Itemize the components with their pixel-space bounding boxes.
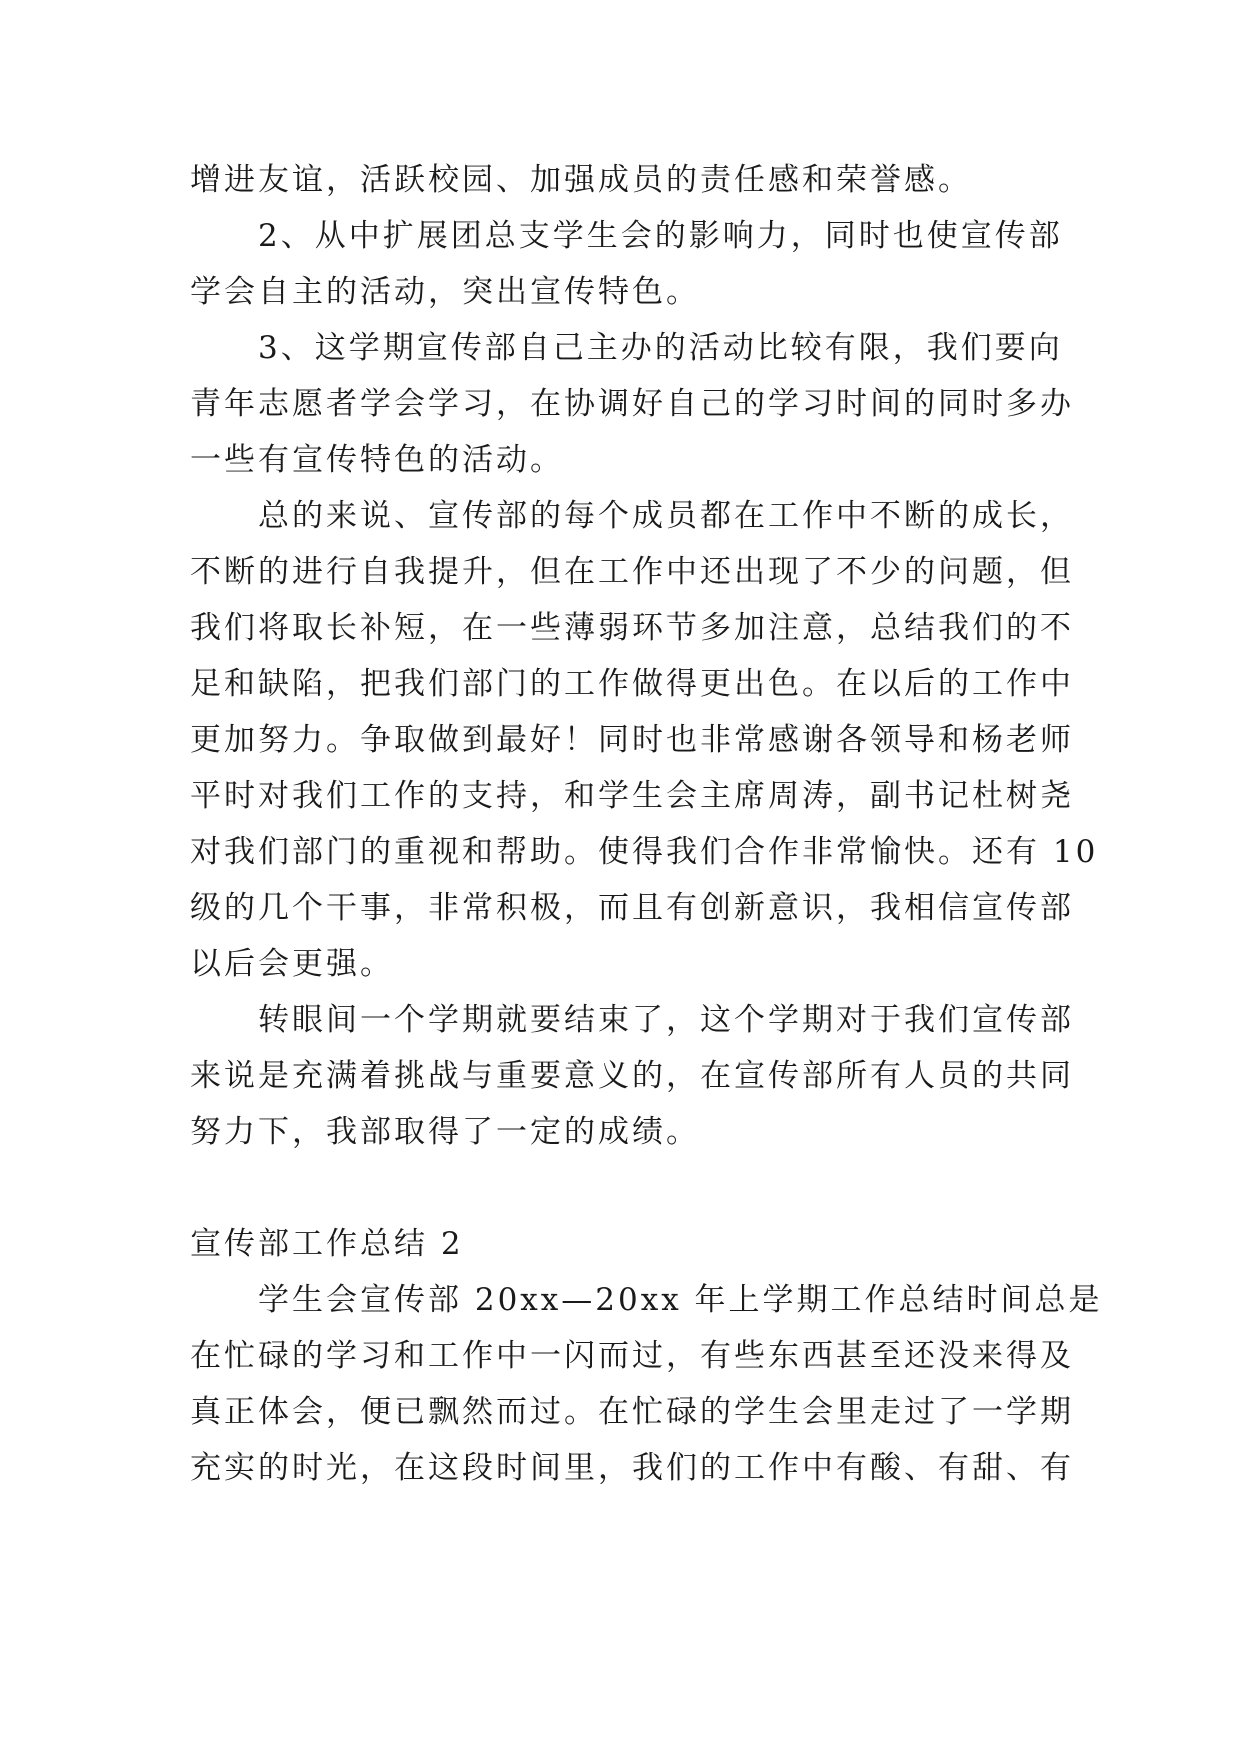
text-line: 3、这学期宣传部自己主办的活动比较有限，我们要向 xyxy=(190,330,1063,366)
text-line: 我们将取长补短，在一些薄弱环节多加注意，总结我们的不 xyxy=(190,610,1074,646)
text-line: 级的几个干事，非常积极，而且有创新意识，我相信宣传部 xyxy=(190,890,1074,926)
text-line: 充实的时光，在这段时间里，我们的工作中有酸、有甜、有 xyxy=(190,1450,1074,1486)
text-line: 不断的进行自我提升，但在工作中还出现了不少的问题，但 xyxy=(190,554,1074,590)
text-line: 平时对我们工作的支持，和学生会主席周涛，副书记杜树尧 xyxy=(190,778,1074,814)
text-line: 学会自主的活动，突出宣传特色。 xyxy=(190,274,700,310)
text-line: 以后会更强。 xyxy=(190,946,394,982)
paragraph-item-3 xyxy=(190,320,1074,488)
text-line: 一些有宣传特色的活动。 xyxy=(190,442,564,478)
text-line: 总的来说、宣传部的每个成员都在工作中不断的成长， xyxy=(190,498,1074,534)
text-line: 转眼间一个学期就要结束了，这个学期对于我们宣传部 xyxy=(190,1002,1074,1038)
text-line: 来说是充满着挑战与重要意义的，在宣传部所有人员的共同 xyxy=(190,1058,1074,1094)
text-line: 增进友谊，活跃校园、加强成员的责任感和荣誉感。 xyxy=(190,162,972,198)
text-line: 在忙碌的学习和工作中一闪而过，有些东西甚至还没来得及 xyxy=(190,1338,1074,1374)
text-line: 2、从中扩展团总支学生会的影响力，同时也使宣传部 xyxy=(190,218,1063,254)
text-line: 青年志愿者学会学习，在协调好自己的学习时间的同时多办 xyxy=(190,386,1074,422)
text-line: 对我们部门的重视和帮助。使得我们合作非常愉快。还有 10 xyxy=(190,834,1099,870)
section-2 xyxy=(190,1216,1103,1496)
text-line: 更加努力。争取做到最好！同时也非常感谢各领导和杨老师 xyxy=(190,722,1074,758)
section-heading: 宣传部工作总结 2 xyxy=(190,1226,464,1262)
paragraph-friendship xyxy=(190,152,1070,208)
document-body xyxy=(190,152,1103,1496)
text-line: 学生会宣传部 20xx—20xx 年上学期工作总结时间总是 xyxy=(190,1282,1103,1318)
text-line: 努力下，我部取得了一定的成绩。 xyxy=(190,1114,700,1150)
text-line: 足和缺陷，把我们部门的工作做得更出色。在以后的工作中 xyxy=(190,666,1074,702)
paragraph-summary xyxy=(190,488,1099,992)
paragraph-semester-end xyxy=(190,992,1074,1160)
section-spacer xyxy=(190,1160,1070,1216)
text-line: 真正体会，便已飘然而过。在忙碌的学生会里走过了一学期 xyxy=(190,1394,1074,1430)
paragraph-item-2 xyxy=(190,208,1070,320)
